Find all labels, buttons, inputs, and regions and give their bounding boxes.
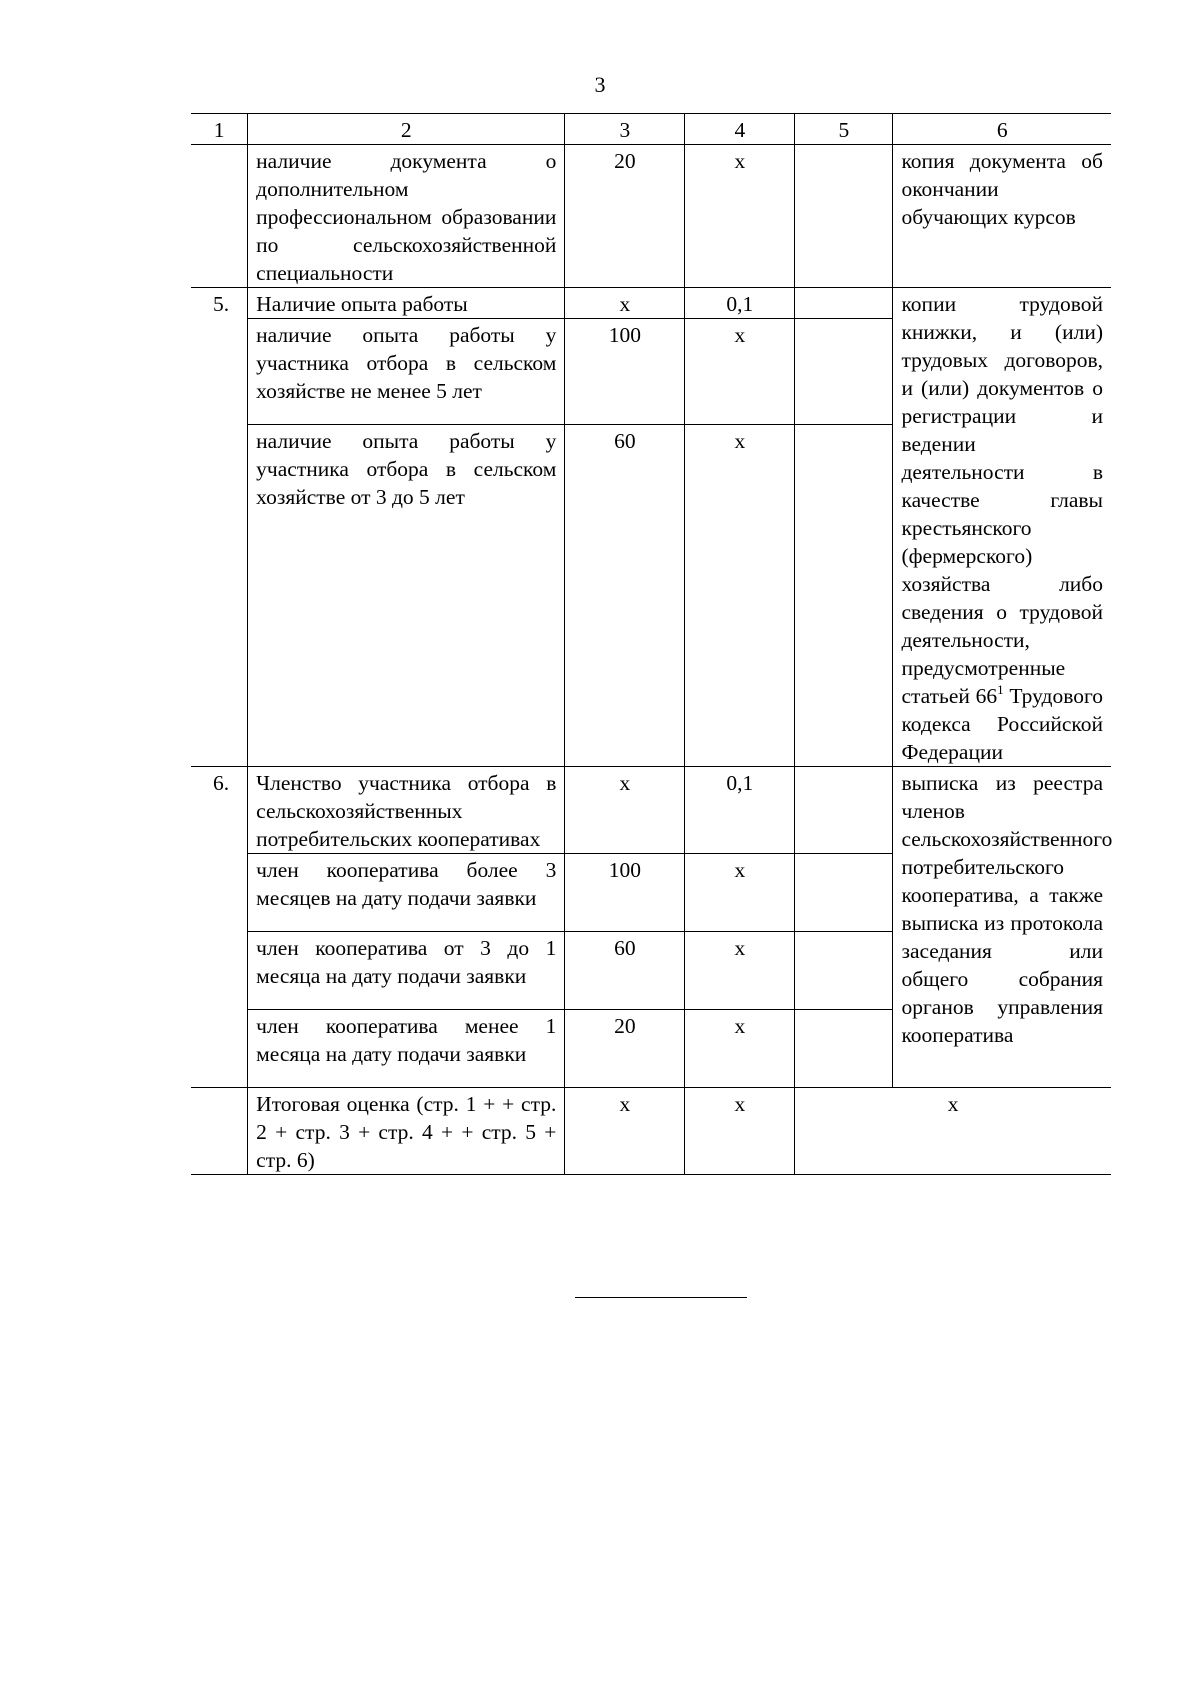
value-cell bbox=[795, 319, 893, 424]
score-cell: 60 bbox=[565, 932, 685, 1010]
weight-cell: х bbox=[685, 1088, 795, 1175]
documents-cell bbox=[893, 288, 1111, 767]
value-cell bbox=[795, 1010, 893, 1088]
header-cell-1: 1 bbox=[191, 114, 248, 145]
header-cell-3: 3 bbox=[565, 114, 685, 145]
value-cell bbox=[795, 932, 893, 1010]
documents-text: копии трудовой книжки, и (или) трудовых договоров, и (или) документов о регистрации и ведении деятельности в качестве главы крестьянского (фермерского) хозяйства либо сведения о трудовой деятельности, предусмотренные статьей 66 bbox=[901, 292, 1103, 708]
row-number bbox=[191, 1088, 248, 1175]
criterion-text: Наличие опыта работы bbox=[248, 288, 565, 319]
row-number: 6. bbox=[191, 767, 248, 1088]
footnote-superscript: 1 bbox=[997, 682, 1004, 697]
value-cell bbox=[795, 424, 893, 766]
score-cell: 60 bbox=[565, 424, 685, 766]
weight-cell: х bbox=[685, 854, 795, 932]
value-cell bbox=[795, 767, 893, 854]
weight-cell: х bbox=[685, 424, 795, 766]
weight-cell: х bbox=[685, 319, 795, 424]
score-cell: 100 bbox=[565, 854, 685, 932]
header-cell-4: 4 bbox=[685, 114, 795, 145]
documents-cell: выписка из реестра членов сельскохозяйственного потребительского кооператива, а также выписка из протокола заседания или общего собрания органов управления кооператива bbox=[893, 767, 1111, 1088]
score-cell: 100 bbox=[565, 319, 685, 424]
page-number: 3 bbox=[594, 72, 606, 97]
criterion-text: наличие опыта работы у участника отбора в сельском хозяйстве не менее 5 лет bbox=[248, 319, 565, 424]
documents-cell: копия документа об окончании обучающих курсов bbox=[893, 145, 1111, 288]
score-cell: х bbox=[565, 1088, 685, 1175]
row-number bbox=[191, 145, 248, 288]
row-number: 5. bbox=[191, 288, 248, 767]
score-cell: х bbox=[565, 767, 685, 854]
score-cell: 20 bbox=[565, 145, 685, 288]
header-row bbox=[191, 114, 1111, 145]
header-cell-6: 6 bbox=[893, 114, 1111, 145]
total-value-cell: х bbox=[795, 1088, 1111, 1175]
criterion-text: Членство участника отбора в сельскохозяйственных потребительских кооперативах bbox=[248, 767, 565, 854]
criterion-text: член кооператива менее 1 месяца на дату подачи заявки bbox=[248, 1010, 565, 1088]
documents-text-tail: Трудового кодекса Российской Федерации bbox=[901, 684, 1104, 764]
criterion-text: Итоговая оценка (стр. 1 + + стр. 2 + стр. 3 + стр. 4 + + стр. 5 + стр. 6) bbox=[248, 1088, 565, 1175]
header-cell-5: 5 bbox=[795, 114, 893, 145]
score-cell: х bbox=[565, 288, 685, 319]
weight-cell: х bbox=[685, 932, 795, 1010]
table-row bbox=[191, 767, 1111, 854]
criterion-text: наличие опыта работы у участника отбора в сельском хозяйстве от 3 до 5 лет bbox=[248, 424, 565, 766]
header-cell-2: 2 bbox=[248, 114, 565, 145]
criterion-text: член кооператива от 3 до 1 месяца на дату подачи заявки bbox=[248, 932, 565, 1010]
weight-cell: х bbox=[685, 145, 795, 288]
total-row bbox=[191, 1088, 1111, 1175]
footer-rule bbox=[575, 1297, 747, 1298]
criterion-text: наличие документа о дополнительном профессиональном образовании по сельскохозяйственной специальности bbox=[248, 145, 565, 288]
value-cell bbox=[795, 145, 893, 288]
criteria-table bbox=[191, 113, 1111, 1175]
criterion-text: член кооператива более 3 месяцев на дату подачи заявки bbox=[248, 854, 565, 932]
weight-cell: 0,1 bbox=[685, 767, 795, 854]
value-cell bbox=[795, 288, 893, 319]
table-row bbox=[191, 145, 1111, 288]
value-cell bbox=[795, 854, 893, 932]
table-row bbox=[191, 288, 1111, 319]
score-cell: 20 bbox=[565, 1010, 685, 1088]
weight-cell: х bbox=[685, 1010, 795, 1088]
weight-cell: 0,1 bbox=[685, 288, 795, 319]
